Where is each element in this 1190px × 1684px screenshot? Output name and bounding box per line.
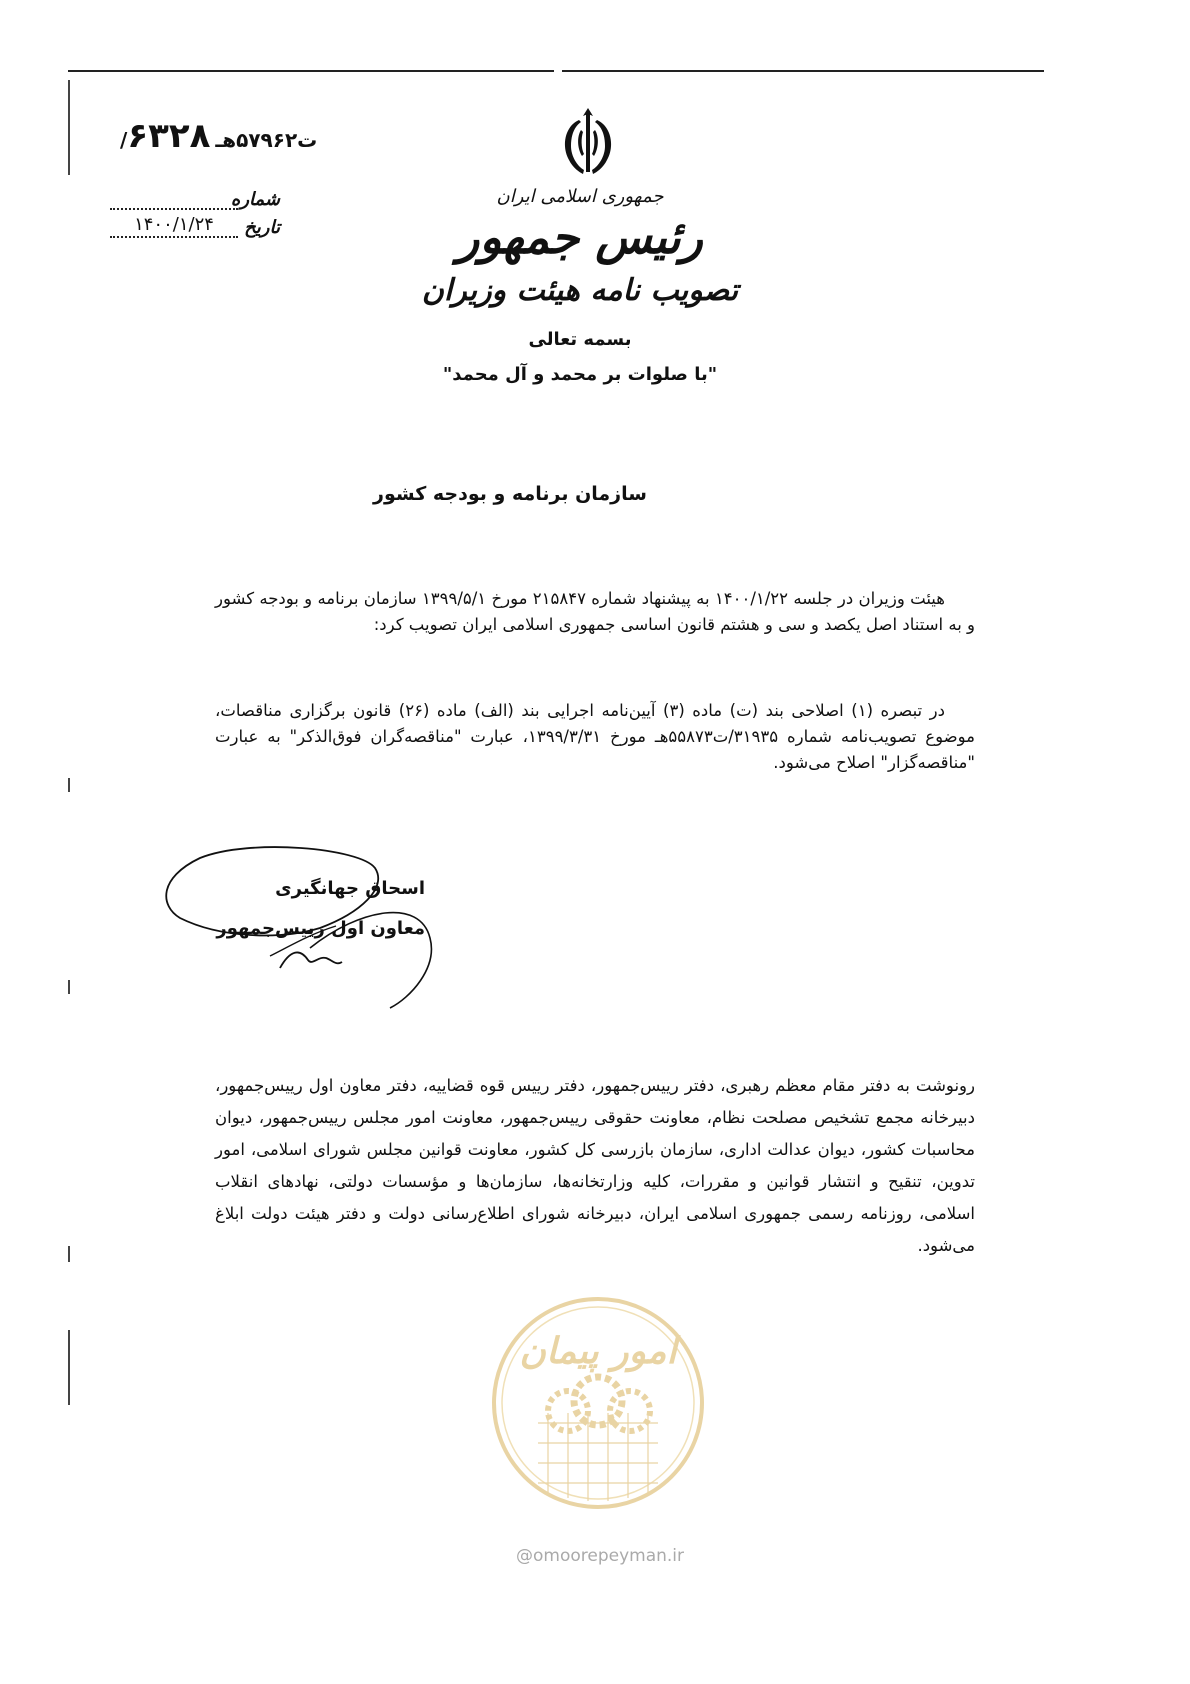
top-rule-right: [562, 70, 1044, 72]
margin-mark: [68, 1330, 70, 1405]
margin-mark: [68, 980, 70, 994]
watermark-url: @omoorepeyman.ir: [515, 1546, 685, 1566]
decree-paragraph-2: در تبصره (۱) اصلاحی بند (ت) ماده (۳) آیین‌نامه اجرایی بند (الف) ماده (۲۶) قانون برگزاری مناقصات، موضوع تصویب‌نامه شماره ۳۱۹۳۵/ت۵۵۸۷۳هـ مورخ ۱۳۹۹/۳/۳۱، عبارت "مناقصه‌گران فوق‌الذکر" به عبارت "مناقصه‌گزار" اصلاح می‌شود.: [215, 701, 975, 772]
margin-mark: [68, 1246, 70, 1262]
number-label: شماره: [230, 189, 280, 210]
carbon-copy-list: رونوشت به دفتر مقام معظم رهبری، دفتر رییس‌جمهور، دفتر رییس قوه قضاییه، دفتر معاون اول رییس‌جمهور، دبیرخانه مجمع تشخیص مصلحت نظام، معاونت حقوقی رییس‌جمهور، معاونت امور مجلس رییس‌جمهور، دیوان محاسبات کشور، دیوان عدالت اداری، سازمان بازرسی کل کشور، معاونت قوانین مجلس شورای اسلامی، امور تدوین، تنقیح و انتشار قوانین و مقررات، کلیه وزارتخانه‌ها، سازمان‌ها و مؤسسات دولتی، نهادهای انقلاب اسلامی، روزنامه رسمی جمهوری اسلامی ایران، دبیرخانه شورای اطلاع‌رسانی دولت و دفتر هیئت دولت ابلاغ می‌شود.: [215, 1076, 975, 1255]
signer-name: اسحاق جهانگیری: [275, 878, 425, 899]
republic-title: جمهوری اسلامی ایران: [496, 186, 664, 207]
watermark-logo: [488, 1293, 708, 1513]
date-row: [110, 210, 280, 238]
number-row: [110, 182, 280, 210]
date-label: تاریخ: [244, 217, 280, 238]
iran-emblem-icon: [555, 102, 621, 180]
date-value: ۱۴۰۰/۱/۲۴: [110, 214, 238, 238]
bismillah: بسمه تعالی: [528, 329, 632, 350]
signer-title: معاون اول رییس‌جمهور: [216, 918, 425, 939]
recipient: سازمان برنامه و بودجه کشور: [373, 483, 647, 505]
cabinet-title: تصویب نامه هیئت وزیران: [421, 273, 739, 308]
number-value: [110, 186, 238, 210]
salawat: "با صلوات بر محمد و آل محمد": [442, 364, 718, 385]
margin-mark: [68, 80, 70, 175]
reference-number: [120, 116, 350, 156]
office-title: رئیس جمهور: [457, 210, 703, 264]
top-rule-left: [68, 70, 554, 72]
reference-handwritten: ۶۳۲۸: [127, 116, 211, 156]
reference-code: /ت۵۷۹۶۲هـ: [120, 128, 318, 152]
margin-mark: [68, 778, 70, 792]
letter-header: [420, 180, 740, 385]
decree-paragraph-1: هیئت وزیران در جلسه ۱۴۰۰/۱/۲۲ به پیشنهاد شماره ۲۱۵۸۴۷ مورخ ۱۳۹۹/۵/۱ سازمان برنامه و بودجه کشور و به استناد اصل یکصد و سی و هشتم قانون اساسی جمهوری اسلامی ایران تصویب کرد:: [215, 589, 975, 634]
number-date-block: [110, 182, 280, 238]
watermark-logo-text: امور پیمان: [519, 1330, 677, 1372]
